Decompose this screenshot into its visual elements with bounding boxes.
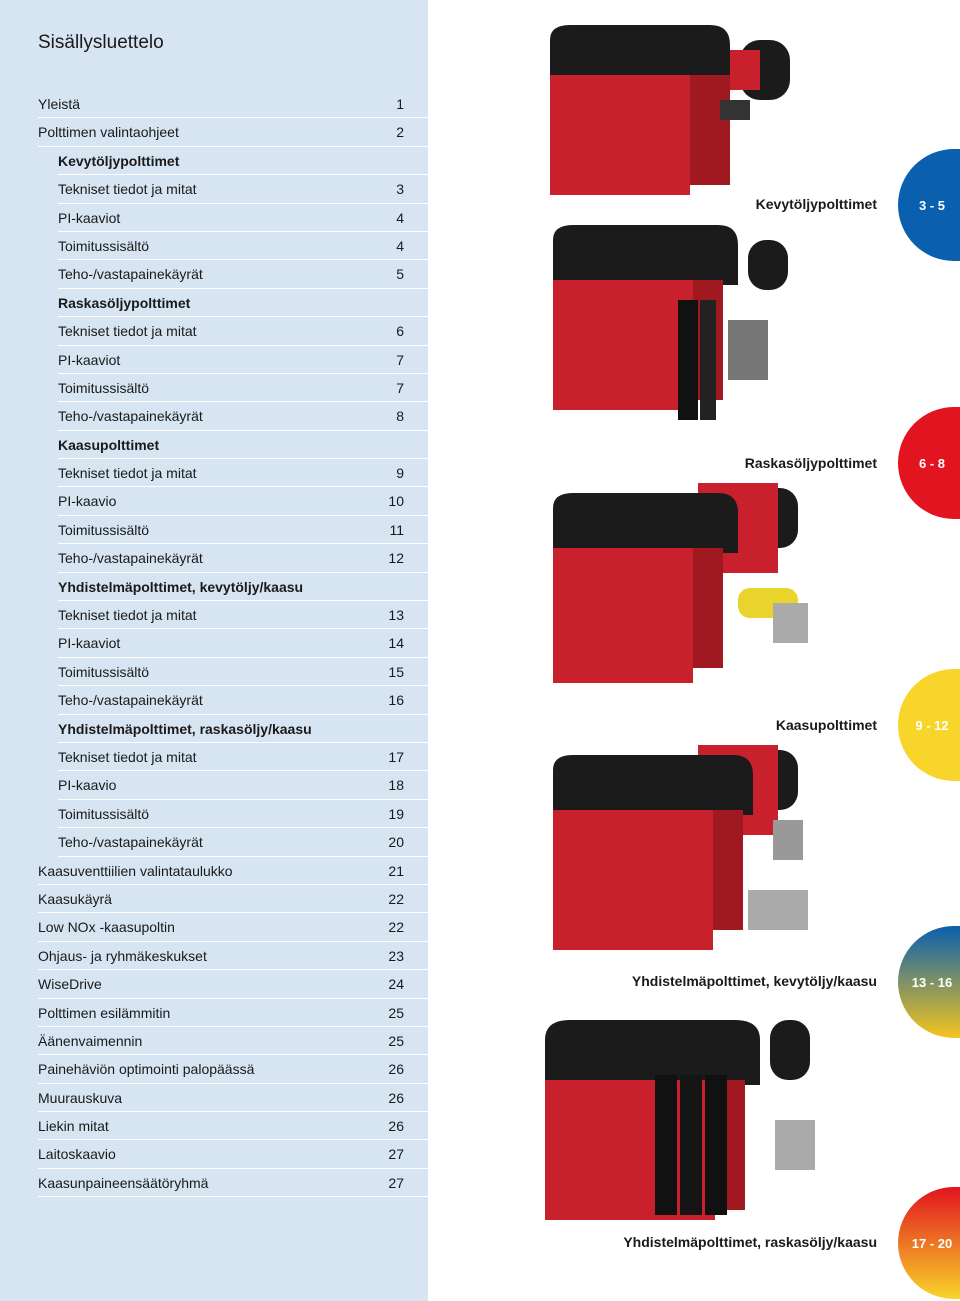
toc-entry-page: 6 <box>396 323 404 340</box>
toc-entry-label: Liekin mitat <box>38 1118 109 1135</box>
toc-entry-page: 22 <box>388 890 404 907</box>
toc-entry-label: Teho-/vastapainekäyrät <box>58 550 203 567</box>
toc-entry[interactable] <box>38 885 428 913</box>
toc-entry-label: Teho-/vastapainekäyrät <box>58 692 203 709</box>
toc-section-heading <box>58 715 428 743</box>
toc-entry-page: 26 <box>388 1118 404 1135</box>
toc-list <box>0 90 428 1197</box>
burner-illustration-1 <box>540 20 800 200</box>
toc-entry-label: WiseDrive <box>38 976 102 993</box>
toc-entry[interactable] <box>58 346 428 374</box>
toc-entry-page: 14 <box>388 635 404 652</box>
toc-entry[interactable] <box>58 487 428 515</box>
toc-entry-label: Teho-/vastapainekäyrät <box>58 408 203 425</box>
toc-entry-page: 27 <box>388 1174 404 1191</box>
toc-entry-page: 4 <box>396 209 404 226</box>
category-label-2: Raskasöljypolttimet <box>744 455 877 471</box>
toc-entry-label: PI-kaaviot <box>58 635 121 652</box>
category-tab-5[interactable]: 17 - 20 <box>898 1187 960 1299</box>
toc-entry-label: Tekniset tiedot ja mitat <box>58 181 197 198</box>
toc-entry-label: Kevytöljypolttimet <box>58 152 180 169</box>
toc-entry-page: 7 <box>396 379 404 396</box>
toc-entry-label: Toimitussisältö <box>58 379 150 396</box>
burner-illustration-4 <box>548 740 808 960</box>
toc-entry[interactable] <box>58 374 428 402</box>
toc-entry-label: Tekniset tiedot ja mitat <box>58 323 197 340</box>
toc-entry-label: Kaasuventtiilien valintataulukko <box>38 862 233 879</box>
toc-entry-label: Yleistä <box>38 96 81 112</box>
toc-section-heading <box>58 147 428 175</box>
toc-entry-label: PI-kaaviot <box>58 351 121 368</box>
toc-entry[interactable] <box>38 942 428 970</box>
toc-entry-label: PI-kaaviot <box>58 209 121 226</box>
category-label-4: Yhdistelmäpolttimet, kevytöljy/kaasu <box>631 973 877 989</box>
toc-entry-page: 26 <box>388 1089 404 1106</box>
category-tab-3[interactable]: 9 - 12 <box>898 669 960 781</box>
toc-entry[interactable] <box>58 204 428 232</box>
toc-section-heading <box>58 573 428 601</box>
toc-entry-label: Polttimen esilämmitin <box>38 1004 171 1021</box>
toc-entry-label: Teho-/vastapainekäyrät <box>58 834 203 851</box>
toc-entry-label: PI-kaavio <box>58 493 117 510</box>
toc-entry[interactable] <box>58 459 428 487</box>
toc-entry-page: 27 <box>388 1146 404 1163</box>
burner-illustration-5 <box>540 1000 820 1230</box>
toc-entry-label: Tekniset tiedot ja mitat <box>58 607 197 624</box>
toc-entry-label: Teho-/vastapainekäyrät <box>58 266 203 283</box>
category-tab-2[interactable]: 6 - 8 <box>898 407 960 519</box>
toc-entry-page: 10 <box>388 493 404 510</box>
toc-entry-label: Low NOx -kaasupoltin <box>38 919 175 936</box>
toc-entry-label: Kaasupolttimet <box>58 436 160 453</box>
toc-entry[interactable] <box>58 629 428 657</box>
toc-entry[interactable] <box>38 913 428 941</box>
toc-entry-label: Ohjaus- ja ryhmäkeskukset <box>38 947 207 964</box>
toc-entry-page: 23 <box>388 947 404 964</box>
toc-entry[interactable] <box>38 1084 428 1112</box>
toc-entry-page: 25 <box>388 1032 404 1049</box>
toc-entry-page: 11 <box>389 521 404 538</box>
toc-entry-page: 25 <box>388 1004 404 1021</box>
toc-entry-label: Toimitussisältö <box>58 663 150 680</box>
toc-entry[interactable] <box>38 1027 428 1055</box>
toc-section-heading <box>58 289 428 317</box>
burner-image-2 <box>548 210 808 410</box>
toc-entry-page: 13 <box>388 607 404 624</box>
toc-entry-label: Polttimen valintaohjeet <box>38 124 179 141</box>
toc-entry-page: 1 <box>396 96 404 112</box>
toc-section-heading <box>58 431 428 459</box>
burner-illustration-2 <box>548 210 808 440</box>
toc-entry-label: Painehäviön optimointi palopäässä <box>38 1061 255 1078</box>
toc-entry-page: 20 <box>388 834 404 851</box>
toc-entry[interactable] <box>58 402 428 430</box>
toc-entry-label: Raskasöljypolttimet <box>58 294 191 311</box>
toc-entry-label: Muurauskuva <box>38 1089 123 1106</box>
toc-entry-page: 21 <box>388 862 404 879</box>
toc-entry[interactable] <box>58 232 428 260</box>
category-tab-4[interactable]: 13 - 16 <box>898 926 960 1038</box>
toc-entry[interactable] <box>58 828 428 856</box>
toc-entry-label: Toimitussisältö <box>58 805 150 822</box>
toc-entry[interactable] <box>38 999 428 1027</box>
burner-image-4 <box>548 740 808 940</box>
toc-entry[interactable] <box>38 1140 428 1168</box>
toc-entry-label: PI-kaavio <box>58 777 117 794</box>
toc-entry-page: 5 <box>396 266 404 283</box>
toc-entry-label: Kaasunpaineensäätöryhmä <box>38 1174 209 1191</box>
burner-image-3 <box>548 478 808 678</box>
category-tab-1[interactable]: 3 - 5 <box>898 149 960 261</box>
toc-entry[interactable] <box>38 1055 428 1083</box>
toc-entry[interactable] <box>58 771 428 799</box>
toc-entry-label: Kaasukäyrä <box>38 890 112 907</box>
toc-entry-page: 3 <box>396 181 404 198</box>
toc-entry[interactable] <box>58 658 428 686</box>
toc-entry-label: Yhdistelmäpolttimet, raskasöljy/kaasu <box>58 720 312 737</box>
category-label-5: Yhdistelmäpolttimet, raskasöljy/kaasu <box>623 1234 877 1250</box>
toc-entry[interactable] <box>58 317 428 345</box>
burner-illustration-3 <box>548 478 808 688</box>
toc-entry-label: Äänenvaimennin <box>38 1032 143 1049</box>
toc-entry[interactable] <box>58 516 428 544</box>
toc-entry[interactable] <box>58 544 428 572</box>
toc-entry-page: 19 <box>388 805 404 822</box>
toc-title: Sisällysluettelo <box>38 32 164 53</box>
toc-entry-label: Laitoskaavio <box>38 1146 116 1163</box>
burner-image-1 <box>540 20 800 220</box>
toc-entry[interactable] <box>58 601 428 629</box>
toc-entry-page: 9 <box>396 465 404 482</box>
toc-entry-page: 24 <box>388 976 404 993</box>
burner-image-5 <box>540 1000 800 1200</box>
toc-entry[interactable] <box>38 857 428 885</box>
toc-entry-page: 4 <box>396 237 404 254</box>
toc-entry[interactable] <box>58 743 428 771</box>
toc-entry[interactable] <box>58 260 428 288</box>
toc-entry-label: Tekniset tiedot ja mitat <box>58 465 197 482</box>
toc-entry[interactable] <box>38 90 428 118</box>
toc-entry-page: 26 <box>388 1061 404 1078</box>
toc-entry-label: Yhdistelmäpolttimet, kevytöljy/kaasu <box>58 578 304 595</box>
toc-entry[interactable] <box>58 686 428 714</box>
toc-entry[interactable] <box>38 1112 428 1140</box>
category-label-1: Kevytöljypolttimet <box>755 196 877 212</box>
toc-entry[interactable] <box>38 118 428 146</box>
toc-entry-page: 8 <box>396 408 404 425</box>
toc-entry[interactable] <box>58 175 428 203</box>
toc-entry-page: 18 <box>388 777 404 794</box>
toc-entry[interactable] <box>38 970 428 998</box>
toc-entry-label: Toimitussisältö <box>58 237 150 254</box>
category-label-3: Kaasupolttimet <box>775 717 877 733</box>
toc-entry[interactable] <box>58 800 428 828</box>
toc-entry-page: 12 <box>388 550 404 567</box>
toc-panel <box>0 0 428 1301</box>
toc-entry-page: 16 <box>388 692 404 709</box>
toc-entry-page: 2 <box>396 124 404 141</box>
toc-entry-page: 15 <box>388 663 404 680</box>
toc-entry-page: 22 <box>388 919 404 936</box>
toc-entry[interactable] <box>38 1169 428 1197</box>
toc-entry-label: Toimitussisältö <box>58 521 150 538</box>
toc-entry-page: 17 <box>388 748 404 765</box>
toc-entry-label: Tekniset tiedot ja mitat <box>58 748 197 765</box>
toc-entry-page: 7 <box>396 351 404 368</box>
